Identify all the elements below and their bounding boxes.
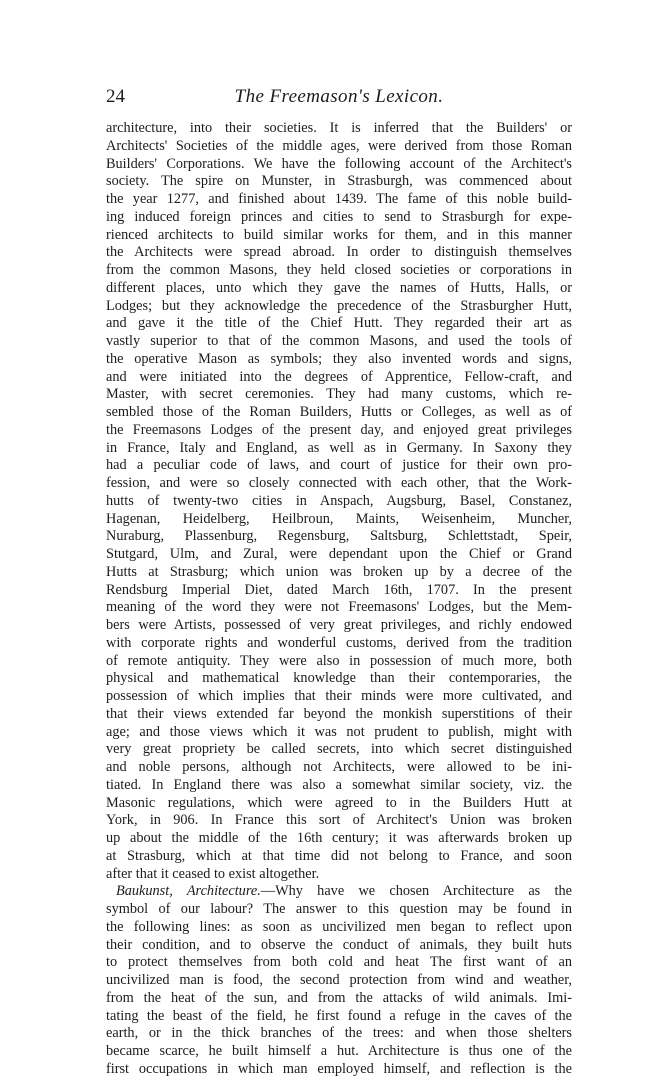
body-text [106, 120, 572, 1079]
entry-heading: Baukunst, Architecture. [116, 883, 261, 900]
text-line: that their views extended far beyond the monkish superstitions of their [106, 705, 572, 722]
text-line: up about the middle of the 16th century; it was afterwards broken up [106, 830, 572, 846]
text-line: from the common Masons, they held closed societies or corporations in [106, 262, 572, 278]
text-line: Builders' Corporations. We have the following account of the Architect's [106, 155, 572, 172]
text-line: became scarce, he built himself a hut. Architecture is thus one of the [106, 1043, 572, 1059]
text-line: Hutts at Strasburg; which union was broken up by a decree of the [106, 563, 572, 580]
text-line: Rendsburg Imperial Diet, dated March 16th, 1707. In the present [106, 581, 572, 598]
text-line: tiated. In England there was also a somewhat similar society, viz. the [106, 776, 572, 793]
text-line: hutts of twenty-two cities in Anspach, Augsburg, Basel, Constanez, [106, 492, 572, 509]
text-line: had a peculiar code of laws, and court of justice for their own pro- [106, 457, 572, 474]
text-line: Architects' Societies of the middle ages, were derived from those Roman [106, 137, 572, 154]
text-line: and noble persons, although not Architects, were allowed to be ini- [106, 759, 572, 775]
text-line: the Architects were spread abroad. In order to distinguish themselves [106, 244, 572, 261]
text-line: vastly superior to that of the common Masons, and used the tools of [106, 333, 572, 349]
text-line: the operative Mason as symbols; they also invented words and signs, [106, 350, 572, 367]
text-line: after that it ceased to exist altogether. [106, 865, 320, 882]
text-line: in France, Italy and England, as well as in Germany. In Saxony they [106, 439, 572, 456]
text-line: tating the beast of the field, he first found a refuge in the caves of the [106, 1007, 572, 1024]
text-line: the year 1277, and finished about 1439. The fame of this noble build- [106, 191, 572, 207]
text-line: earth, or in the thick branches of the trees: and when those shelters [106, 1025, 572, 1042]
text-line: fession, and were so closely connected with each other, that the Work- [106, 475, 572, 491]
text-line: symbol of our labour? The answer to this question may be found in [106, 901, 572, 917]
text-line: architecture, into their societies. It is inferred that the Builders' or [106, 120, 572, 136]
running-title: The Freemason's Lexicon. [234, 86, 444, 107]
text-line: Masonic regulations, which were agreed to in the Builders Hutt at [106, 794, 572, 811]
text-line: Nuraburg, Plassenburg, Regensburg, Saltsburg, Schlettstadt, Speir, [106, 528, 572, 545]
text-line: possession of which implies that their minds were more cultivated, and [106, 688, 572, 704]
text-line: rienced architects to build similar works for them, and in this manner [106, 226, 572, 243]
text-line: first occupations in which man employed himself, and reflection is the [106, 1060, 572, 1077]
page-header [106, 86, 572, 110]
text-line: the following lines: as soon as uncivilized men began to reflect upon [106, 918, 572, 935]
text-line: and were initiated into the degrees of Apprentice, Fellow-craft, and [106, 368, 572, 385]
text-line: to protect themselves from both cold and heat The first want of an [106, 954, 572, 971]
text-line: of remote antiquity. They were also in possession of much more, both [106, 652, 572, 669]
text-line: ing induced foreign princes and cities to send to Strasburgh for expe- [106, 208, 572, 225]
text-line: from the heat of the sun, and from the attacks of wild animals. Imi- [106, 989, 572, 1006]
text-line: society. The spire on Munster, in Strasburgh, was commenced about [106, 173, 572, 190]
text-line: and gave it the title of the Chief Hutt. They regarded their art as [106, 315, 572, 332]
text-line: the Freemasons Lodges of the present day, and enjoyed great privileges [106, 421, 572, 438]
text-line: at Strasburg, which at that time did not belong to France, and soon [106, 847, 572, 864]
text-line: with corporate rights and wonderful customs, derived from the tradition [106, 634, 572, 651]
text-line: Baukunst, Architecture.—Why have we chosen Architecture as the [116, 883, 572, 900]
text-line: Hagenan, Heidelberg, Heilbroun, Maints, Weisenheim, Muncher, [106, 510, 572, 527]
text-line: very great propriety be called secrets, into which secret distinguished [106, 741, 572, 758]
text-line: physical and mathematical knowledge than their contemporaries, the [106, 670, 572, 687]
text-line: their condition, and to observe the conduct of animals, they built huts [106, 936, 572, 953]
text-line: Stutgard, Ulm, and Zural, were dependant upon the Chief or Grand [106, 546, 572, 562]
text-line: age; and those views which it was not prudent to publish, might with [106, 723, 572, 740]
text-line: Lodges; but they acknowledge the precedence of the Strasburgher Hutt, [106, 297, 572, 314]
text-line: different places, unto which they gave the names of Hutts, Halls, or [106, 279, 572, 296]
text-line: sembled those of the Roman Builders, Hutts or Colleges, as well as of [106, 404, 572, 420]
text-line: meaning of the word they were not Freemasons' Lodges, but the Mem- [106, 599, 572, 616]
text-line: bers were Artists, possessed of very great privileges, and richly endowed [106, 617, 572, 633]
text-line: York, in 906. In France this sort of Architect's Union was broken [106, 812, 572, 829]
text-line: uncivilized man is food, the second protection from wind and weather, [106, 972, 572, 988]
page-number: 24 [106, 86, 125, 107]
book-page [106, 86, 572, 1079]
text-line: Master, with secret ceremonies. They had many customs, which re- [106, 386, 572, 403]
